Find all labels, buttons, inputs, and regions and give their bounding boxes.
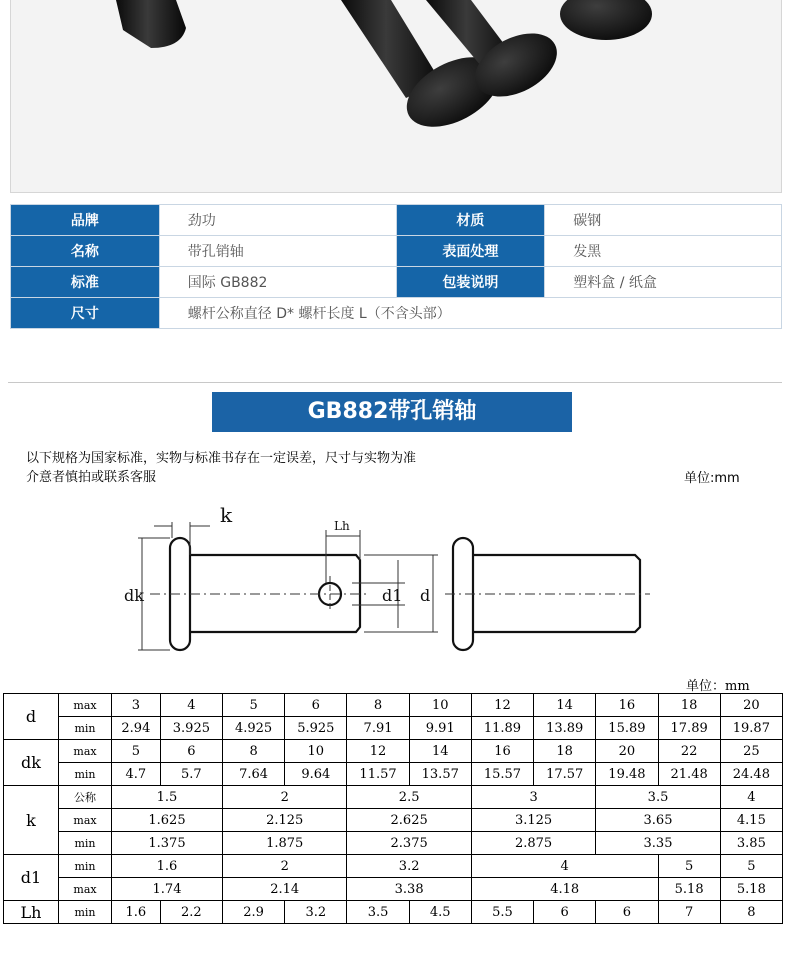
- param-d: d: [4, 694, 59, 740]
- spec-row: [11, 205, 782, 236]
- table-cell: 5.18: [720, 878, 782, 901]
- row-label-min: min: [59, 901, 112, 924]
- param-d1: d1: [4, 855, 59, 901]
- table-cell: 15.57: [471, 763, 533, 786]
- spec-row: [11, 298, 782, 329]
- table-cell: 15.89: [596, 717, 658, 740]
- spec-key: 包装说明: [396, 267, 545, 298]
- table-cell: 3.5: [596, 786, 720, 809]
- pin-large: [116, 0, 186, 48]
- table-cell: 5.7: [160, 763, 222, 786]
- spec-row: [11, 236, 782, 267]
- table-cell: 3.85: [720, 832, 782, 855]
- row-label-max: max: [59, 740, 112, 763]
- table-cell: 5.925: [285, 717, 347, 740]
- table-cell: 5: [222, 694, 284, 717]
- table-cell: 8: [222, 740, 284, 763]
- table-cell: 4: [160, 694, 222, 717]
- table-row: [4, 717, 783, 740]
- table-cell: 1.875: [222, 832, 346, 855]
- disclaimer-line-1: 以下规格为国家标准，实物与标准书存在一定误差，尺寸与实物为准: [26, 451, 417, 466]
- table-cell: 17.89: [658, 717, 720, 740]
- table-cell: 25: [720, 740, 782, 763]
- table-cell: 17.57: [534, 763, 596, 786]
- table-cell: 4.5: [409, 901, 471, 924]
- dim-label-d: d: [420, 586, 431, 605]
- pin-head-far: [560, 0, 652, 40]
- table-cell: 3.38: [347, 878, 471, 901]
- table-row: [4, 878, 783, 901]
- table-cell: 2.9: [222, 901, 284, 924]
- table-cell: 3: [471, 786, 595, 809]
- spec-value: 塑料盒 / 纸盒: [545, 267, 782, 298]
- spec-key: 表面处理: [396, 236, 545, 267]
- table-row: [4, 740, 783, 763]
- table-cell: 3.2: [347, 855, 471, 878]
- row-label-min: min: [59, 717, 112, 740]
- dim-label-d1: d1: [382, 586, 403, 605]
- table-cell: 4: [720, 786, 782, 809]
- table-cell: 7.91: [347, 717, 409, 740]
- table-cell: 6: [534, 901, 596, 924]
- row-label-max: max: [59, 809, 112, 832]
- table-cell: 4: [471, 855, 658, 878]
- table-row: [4, 855, 783, 878]
- table-cell: 16: [471, 740, 533, 763]
- table-cell: 6: [160, 740, 222, 763]
- table-cell: 8: [347, 694, 409, 717]
- table-cell: 2.2: [160, 901, 222, 924]
- row-label-max: max: [59, 878, 112, 901]
- spec-value: 国际 GB882: [159, 267, 396, 298]
- table-cell: 2.14: [222, 878, 346, 901]
- spec-key: 标准: [11, 267, 160, 298]
- table-cell: 5: [720, 855, 782, 878]
- table-cell: 2: [222, 855, 346, 878]
- table-cell: 11.89: [471, 717, 533, 740]
- param-k: k: [4, 786, 59, 855]
- table-cell: 12: [347, 740, 409, 763]
- dim-label-lh: Lh: [334, 519, 350, 533]
- table-cell: 13.57: [409, 763, 471, 786]
- row-label-min: min: [59, 763, 112, 786]
- table-cell: 3.5: [347, 901, 409, 924]
- table-cell: 2.94: [112, 717, 161, 740]
- spec-value: 螺杆公称直径 D* 螺杆长度 L（不含头部）: [159, 298, 781, 329]
- spec-value: 发黑: [545, 236, 782, 267]
- spec-value: 劲功: [159, 205, 396, 236]
- unit-label: 单位:mm: [684, 471, 740, 486]
- section-title-banner: GB882带孔销轴: [212, 392, 572, 432]
- table-cell: 20: [720, 694, 782, 717]
- table-cell: 5: [112, 740, 161, 763]
- table-row: [4, 763, 783, 786]
- table-cell: 20: [596, 740, 658, 763]
- table-cell: 13.89: [534, 717, 596, 740]
- section-divider: [8, 382, 782, 383]
- table-cell: 7.64: [222, 763, 284, 786]
- spec-row: [11, 267, 782, 298]
- table-cell: 22: [658, 740, 720, 763]
- table-row: [4, 832, 783, 855]
- table-cell: 19.87: [720, 717, 782, 740]
- table-cell: 3: [112, 694, 161, 717]
- table-cell: 18: [534, 740, 596, 763]
- table-cell: 2: [222, 786, 346, 809]
- spec-table: [10, 204, 782, 329]
- table-cell: 12: [471, 694, 533, 717]
- table-cell: 14: [409, 740, 471, 763]
- table-cell: 24.48: [720, 763, 782, 786]
- table-cell: 2.5: [347, 786, 471, 809]
- row-label-nominal: 公称: [59, 786, 112, 809]
- table-cell: 4.7: [112, 763, 161, 786]
- table-cell: 1.375: [112, 832, 223, 855]
- spec-key: 尺寸: [11, 298, 160, 329]
- technical-drawing: [120, 498, 660, 668]
- table-cell: 4.925: [222, 717, 284, 740]
- spec-value: 带孔销轴: [159, 236, 396, 267]
- table-cell: 14: [534, 694, 596, 717]
- table-cell: 1.625: [112, 809, 223, 832]
- table-cell: 10: [285, 740, 347, 763]
- row-label-max: max: [59, 694, 112, 717]
- table-cell: 7: [658, 901, 720, 924]
- table-cell: 3.35: [596, 832, 720, 855]
- table-cell: 16: [596, 694, 658, 717]
- spec-value: 碳钢: [545, 205, 782, 236]
- table-cell: 2.875: [471, 832, 595, 855]
- table-row: [4, 809, 783, 832]
- table-cell: 21.48: [658, 763, 720, 786]
- row-label-min: min: [59, 832, 112, 855]
- spec-key: 名称: [11, 236, 160, 267]
- table-unit-label: 单位：mm: [686, 679, 750, 694]
- table-cell: 3.925: [160, 717, 222, 740]
- dim-label-k: k: [220, 503, 233, 527]
- product-photo: [10, 0, 782, 193]
- table-cell: 10: [409, 694, 471, 717]
- table-cell: 5.5: [471, 901, 533, 924]
- table-cell: 1.74: [112, 878, 223, 901]
- table-cell: 1.6: [112, 901, 161, 924]
- disclaimer-line-2: 介意者慎拍或联系客服: [26, 470, 157, 485]
- table-cell: 19.48: [596, 763, 658, 786]
- table-cell: 9.64: [285, 763, 347, 786]
- table-cell: 2.125: [222, 809, 346, 832]
- table-cell: 3.2: [285, 901, 347, 924]
- table-cell: 3.65: [596, 809, 720, 832]
- table-cell: 6: [285, 694, 347, 717]
- table-cell: 5: [658, 855, 720, 878]
- spec-key: 材质: [396, 205, 545, 236]
- table-cell: 8: [720, 901, 782, 924]
- table-cell: 4.15: [720, 809, 782, 832]
- dimension-table: [3, 693, 783, 924]
- table-cell: 3.125: [471, 809, 595, 832]
- table-cell: 18: [658, 694, 720, 717]
- param-lh: Lh: [4, 901, 59, 924]
- table-cell: 5.18: [658, 878, 720, 901]
- table-cell: 1.6: [112, 855, 223, 878]
- table-cell: 2.625: [347, 809, 471, 832]
- dim-label-dk: dk: [124, 586, 144, 605]
- row-label-min: min: [59, 855, 112, 878]
- table-cell: 1.5: [112, 786, 223, 809]
- param-dk: dk: [4, 740, 59, 786]
- spec-key: 品牌: [11, 205, 160, 236]
- table-cell: 11.57: [347, 763, 409, 786]
- table-row: [4, 694, 783, 717]
- table-cell: 6: [596, 901, 658, 924]
- table-cell: 4.18: [471, 878, 658, 901]
- table-row: [4, 786, 783, 809]
- table-cell: 9.91: [409, 717, 471, 740]
- table-row: [4, 901, 783, 924]
- table-cell: 2.375: [347, 832, 471, 855]
